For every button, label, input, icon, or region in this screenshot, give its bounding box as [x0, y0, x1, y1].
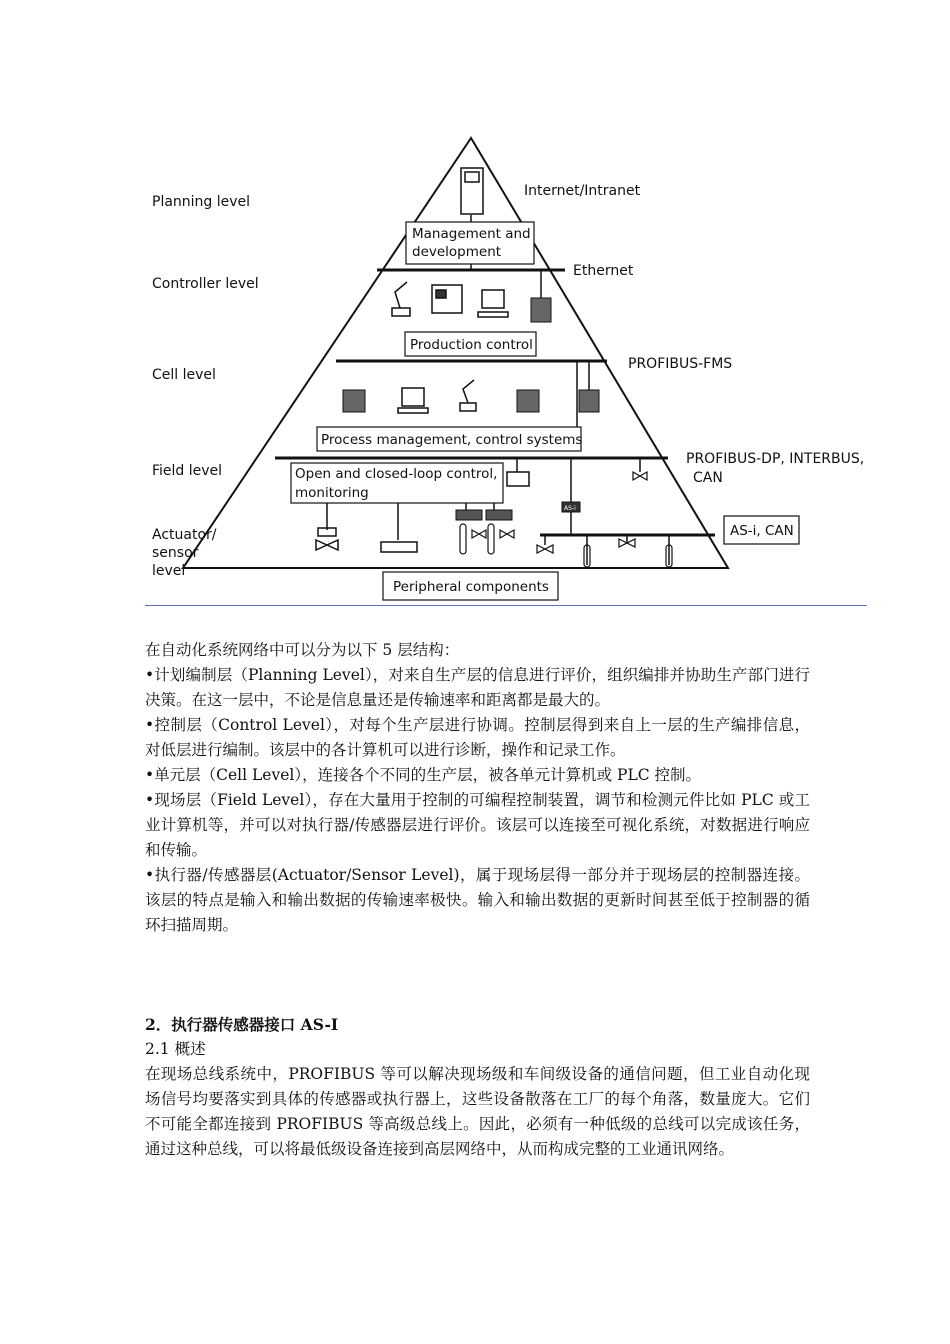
network-profibus-fms: PROFIBUS-FMS	[628, 356, 733, 372]
openloop-label-2: monitoring	[295, 485, 369, 501]
intro-text: 在自动化系统网络中可以分为以下 5 层结构：	[145, 641, 460, 659]
level-controller: Controller level	[152, 276, 259, 292]
section-heading: 2．执行器传感器接口 AS-I	[145, 1015, 339, 1034]
server-icon	[461, 168, 483, 214]
io-modules-icon	[456, 510, 512, 520]
asi-tag: AS-i	[564, 505, 576, 512]
sensor-probes-icon	[460, 524, 672, 567]
cnc-machine-icon	[432, 285, 462, 313]
robot-arm-icon-cell	[460, 380, 476, 411]
robot-arm-icon	[392, 282, 410, 316]
plc-rack-icon-cell-1	[343, 390, 365, 412]
peripheral-label: Peripheral components	[393, 579, 549, 595]
automation-pyramid-diagram	[0, 0, 950, 610]
level-planning: Planning level	[152, 194, 251, 210]
level-actuator-3: level	[152, 563, 186, 579]
network-ethernet: Ethernet	[573, 263, 634, 279]
level-item: •计划编制层（Planning Level），对来自生产层的信息进行评价，组织编排并协助生产部门进行决策。在这一层中，不论是信息量还是传输速率和距离都是最大的。	[145, 666, 810, 709]
production-label: Production control	[410, 337, 533, 353]
level-actuator-2: sensor	[152, 545, 199, 561]
network-internet: Internet/Intranet	[524, 183, 641, 199]
level-item: •控制层（Control Level），对每个生产层进行协调。控制层得到来自上一层的生产编排信息，对低层进行编制。该层中的各计算机可以进行诊断，操作和记录工作。	[145, 716, 810, 759]
level-item: •现场层（Field Level），存在大量用于控制的可编程控制装置，调节和检测元件比如 PLC 或工业计算机等，并可以对执行器/传感器层进行评价。该层可以连接至可视化系统，对数据进行响应和传输。	[145, 791, 810, 859]
level-actuator-1: Actuator/	[152, 527, 217, 543]
level-field: Field level	[152, 463, 223, 479]
mgmt-label-2: development	[412, 244, 502, 260]
plc-rack-icon-cell-2	[517, 390, 539, 412]
levels-description	[145, 638, 810, 938]
computer-icon-cell	[398, 388, 428, 413]
section-body: 在现场总线系统中，PROFIBUS 等可以解决现场级和车间级设备的通信问题，但工业自动化现场信号均要落实到具体的传感器或执行器上，这些设备散落在工厂的每个角落，数量庞大。它们不可能全都连接到 PROFIBUS 等高级总线上。因此，必须有一种低级的总线可以完成该任务，通过这种总线，可以将最低级设备连接到高层网络中，从而构成完整的工业通讯网络。	[145, 1065, 810, 1158]
valve-icon-field	[633, 472, 647, 480]
plc-rack-icon-cell-3	[579, 390, 599, 412]
network-profibus-dp: PROFIBUS-DP, INTERBUS,	[686, 451, 865, 467]
mgmt-label-1: Management and	[412, 226, 531, 242]
level-item: •单元层（Cell Level），连接各个不同的生产层，被各单元计算机或 PLC 控制。	[145, 766, 702, 784]
process-label: Process management, control systems	[321, 432, 583, 448]
level-cell: Cell level	[152, 367, 216, 383]
section-subheading: 2.1 概述	[145, 1040, 206, 1058]
sensor-module-icon	[381, 542, 417, 552]
asi-section	[145, 1012, 810, 1162]
actuator-valve-icon	[316, 528, 338, 550]
asi-can-label: AS-i, CAN	[730, 523, 794, 539]
openloop-label-1: Open and closed-loop control,	[295, 466, 498, 482]
plc-rack-icon	[531, 298, 551, 322]
separator-line	[145, 605, 867, 606]
drive-icon	[507, 472, 529, 486]
level-item: •执行器/传感器层(Actuator/Sensor Level)，属于现场层得一部分并于现场层的控制器连接。该层的特点是输入和输出数据的传输速率极快。输入和输出数据的更新时间甚至低于控制器的循环扫描周期。	[145, 866, 810, 934]
network-can: CAN	[693, 470, 723, 486]
computer-icon	[478, 290, 508, 317]
